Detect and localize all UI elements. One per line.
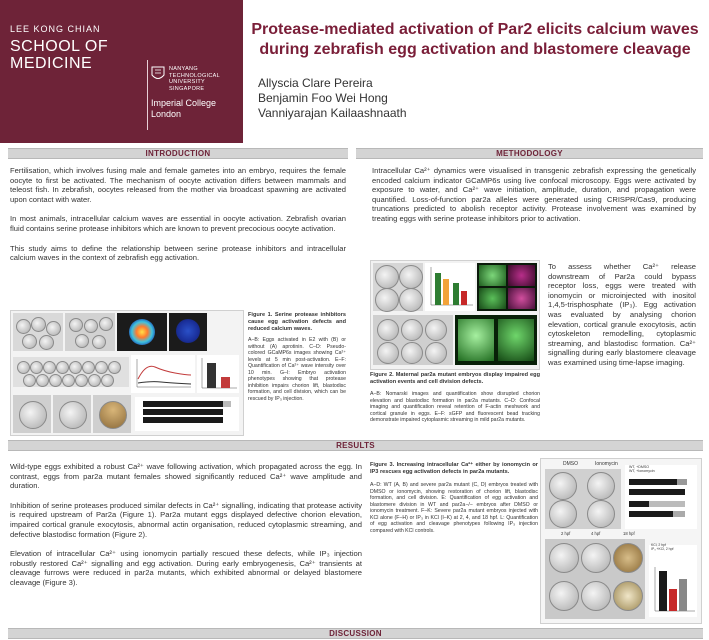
fig3-legend-l xyxy=(651,543,673,551)
intro-paragraph-1: Fertilisation, which involves fusing male and female gametes into an embryo, requires the female oocyte to first be activated. The mechanism of oocyte activation differs between mammals and teleost fish. In zebrafish, oocytes released from the mother via broadcast spawning are activated upon contact with water. xyxy=(10,166,346,204)
fig1-caption-body: A–B: Eggs activated in E2 with (B) or without (A) aprotinin. C–D: Pseudo-colored GCaMP6s images showing Ca²⁺ levels at 5 min post-activation. E–F: Quantification of Ca²⁺ wave intensity over 10 min. G–I: Embryo activation phenotypes showing that protease inhibition impairs chorion lift, blastodisc formation, and cell division, which can be rescued by IP₃ injection. xyxy=(248,337,346,402)
methodology-header: METHODOLOGY xyxy=(356,148,703,159)
ntu-line3: UNIVERSITY xyxy=(169,79,206,85)
methodology-body-right xyxy=(548,262,696,368)
figure-2-caption xyxy=(370,372,540,424)
author-1: Allyscia Clare Pereira xyxy=(258,76,373,90)
fig3-col-ionomycin: Ionomycin xyxy=(595,461,618,467)
poster-title xyxy=(250,20,700,60)
author-list xyxy=(258,76,407,121)
fig2-panel-c xyxy=(477,263,537,311)
logo-school-of: SCHOOL OF xyxy=(10,38,109,55)
fig1-panel-f-chart xyxy=(197,355,239,393)
fig2-panel-e xyxy=(373,315,453,365)
method-paragraph-1: Intracellular Ca²⁺ dynamics were visualised in transgenic zebrafish expressing the genetically encoded calcium indicator GCaMP6s using live confocal microscopy. Eggs were activated by exposure to water, and Ca²⁺ wave initiation, amplitude, duration, and propagation were quantified. Loss-of-function par2a alleles were generated using CRISPR/Cas9, producing truncations predicted to abolish receptor activity. Protease involvement was examined by treating eggs with serine protease inhibitors prior to activation. xyxy=(372,166,696,223)
ntu-line2: TECHNOLOGICAL xyxy=(169,72,220,79)
fig3-hpf-18: 18 hpf xyxy=(623,531,635,536)
discussion-header: DISCUSSION xyxy=(8,628,703,639)
fig1-panel-e-images xyxy=(13,357,129,387)
partner-logos xyxy=(143,0,243,143)
fig3-legend-2: WT, +Ionomycin xyxy=(629,469,655,474)
fig1-panel-i xyxy=(93,395,131,433)
fig1-caption-title: Figure 1. Serine protease inhibitors cause egg activation defects and reduced calcium waves. xyxy=(248,312,346,332)
logo-line1: LEE KONG CHIAN xyxy=(10,24,101,34)
results-paragraph-1: Wild-type eggs exhibited a robust Ca²⁺ wave following activation, which propagated across the egg. In contrast, eggs from par2a mutant females showed significantly reduced Ca²⁺ wave amplitude and duration. xyxy=(10,462,362,491)
ntu-line4: SINGAPORE xyxy=(169,85,205,92)
method-paragraph-2: To assess whether Ca²⁺ release downstream of Par2a could bypass receptor loss, eggs were treated with ionomycin or microinjected with inositol 1,4,5-trisphosphate (IP₃). Egg activation was evaluated by analysing chorion elevation, cortical granule exocytosis, actin cytoskeleton remodelling, cytoplasmic streaming, and blastodisc formation. Ca²⁺ signalling during early blastomere cleavage was examined using time-lapse imaging. xyxy=(548,262,696,367)
figure-1 xyxy=(10,310,244,436)
fig3-legend-l-2: IP₃ +KCl, 2 hpf xyxy=(651,547,674,551)
introduction-body xyxy=(10,166,346,263)
results-paragraph-3: Elevation of intracellular Ca²⁺ using ionomycin partially rescued these defects, while IP₃ injection robustly restored Ca²⁺ signalling and egg activation. During early embryogenesis, Ca²⁺ transients at cleavage furrows were reduced in par2a mutants, which exhibited abnormal or delayed blastomere cleavage (Figure 3). xyxy=(10,549,362,587)
logo-divider xyxy=(147,60,148,130)
ntu-line1: NANYANG xyxy=(169,66,198,72)
fig2-panel-b-chart xyxy=(425,263,475,311)
author-3: Vanniyarajan Kailaashnaath xyxy=(258,106,407,120)
title-line1: Protease-mediated activation of Par2 elicits calcium waves xyxy=(251,21,699,38)
intro-paragraph-3: This study aims to define the relationship between serine protease inhibitors and intracellular calcium waves in the context of zebrafish egg activation. xyxy=(10,243,346,263)
logo-line2 xyxy=(10,38,108,72)
figure-2 xyxy=(370,260,540,370)
fig3-panels-f-k xyxy=(545,539,645,619)
fig1-panel-e-chart xyxy=(131,355,195,393)
imperial-line1: Imperial College xyxy=(151,98,217,108)
fig1-panel-b xyxy=(65,313,115,351)
fig3-hpf-2: 2 hpf xyxy=(561,531,571,536)
fig1-panel-d xyxy=(169,313,207,351)
ntu-seal-icon xyxy=(151,66,165,82)
fig3-caption-title: Figure 3. Increasing intracellular Ca²⁺ either by ionomycin or IP3 rescues egg activation defects in par2a mutants. xyxy=(370,462,538,475)
figure-1-caption xyxy=(248,312,346,402)
fig3-caption-body: A–D: WT (A, B) and severe par2a mutant (C, D) embryos treated with DMSO or ionomycin, showing restoration of chorion lift, blastodisc formation, and cell division. E: Quantification of egg activation and blastomere division in WT and par2a−/− embryos after DMSO or ionomycin treatment. F–K: Severe par2a mutant embryos injected with KCl alone (F–H) or IP₃ in KCl (I–K) at 2, 4, and 18 hpf. L: Quantification of egg activation and cleavage phenotypes following IP₃ injection compared with KCl controls. xyxy=(370,482,538,534)
fig1-panel-c xyxy=(117,313,167,351)
fig3-hpf-4: 4 hpf xyxy=(591,531,601,536)
fig1-panel-h xyxy=(53,395,91,433)
fig3-panel-e-chart xyxy=(625,465,697,529)
lkc-medicine-logo xyxy=(0,0,143,143)
fig2-panel-a xyxy=(373,263,423,311)
results-paragraph-2: Inhibition of serine proteases produced similar defects in Ca²⁺ signalling, indicating that protease activity is required upstream of Par2a (Figure 1). Par2a mutant eggs displayed defective chorion elevation, impaired cortical granule exocytosis, abnormal actin organisation, reduced cytoplasmic streaming, and defective blastodisc formation (Figure 2). xyxy=(10,500,362,539)
fig3-legend xyxy=(629,465,655,474)
methodology-body-top xyxy=(372,166,696,224)
fig1-panel-g xyxy=(13,395,51,433)
imperial-logo xyxy=(151,98,216,119)
intro-paragraph-2: In most animals, intracellular calcium waves are essential in oocyte activation. Zebrafish ovarian fluid contains serine protease inhibitors which are known to prevent precocious oocyte activation. xyxy=(10,214,346,233)
imperial-line2: London xyxy=(151,108,182,119)
figure-3 xyxy=(540,458,702,624)
fig2-caption-title: Figure 2. Maternal par2a mutant embryos display impaired egg activation events and cell division defects. xyxy=(370,372,540,385)
fig1-panel-a xyxy=(13,313,63,351)
fig3-legend-1: WT, +DMSO xyxy=(629,465,650,469)
logo-medicine: MEDICINE xyxy=(10,55,93,72)
fig3-panel-l-chart xyxy=(649,545,697,617)
figure-3-caption xyxy=(370,462,538,534)
title-line2: during zebrafish egg activation and blastomere cleavage xyxy=(259,41,691,58)
fig3-col-dmso: DMSO xyxy=(563,461,578,467)
fig1-panel-j-chart xyxy=(135,397,239,431)
ntu-text xyxy=(169,66,220,92)
results-header: RESULTS xyxy=(8,440,703,451)
results-body xyxy=(10,462,362,588)
fig3-panels-a-d xyxy=(545,469,621,529)
author-2: Benjamin Foo Wei Hong xyxy=(258,91,388,105)
fig3-legend-l-1: KCl, 2 hpf xyxy=(651,543,666,547)
fig2-panel-f xyxy=(455,315,537,365)
fig2-caption-body: A–B: Nomarski images and quantification show disrupted chorion elevation and blastodisc formation in par2a mutants. C–D: Confocal imaging and quantification reveal retention of F-actin meshwork and cortical granule in eggs. E–F: sGFP and fluorescent bead tracking demonstrate impaired cytoplasmic streaming in mild par2a mutants. xyxy=(370,391,540,423)
introduction-header: INTRODUCTION xyxy=(8,148,348,159)
